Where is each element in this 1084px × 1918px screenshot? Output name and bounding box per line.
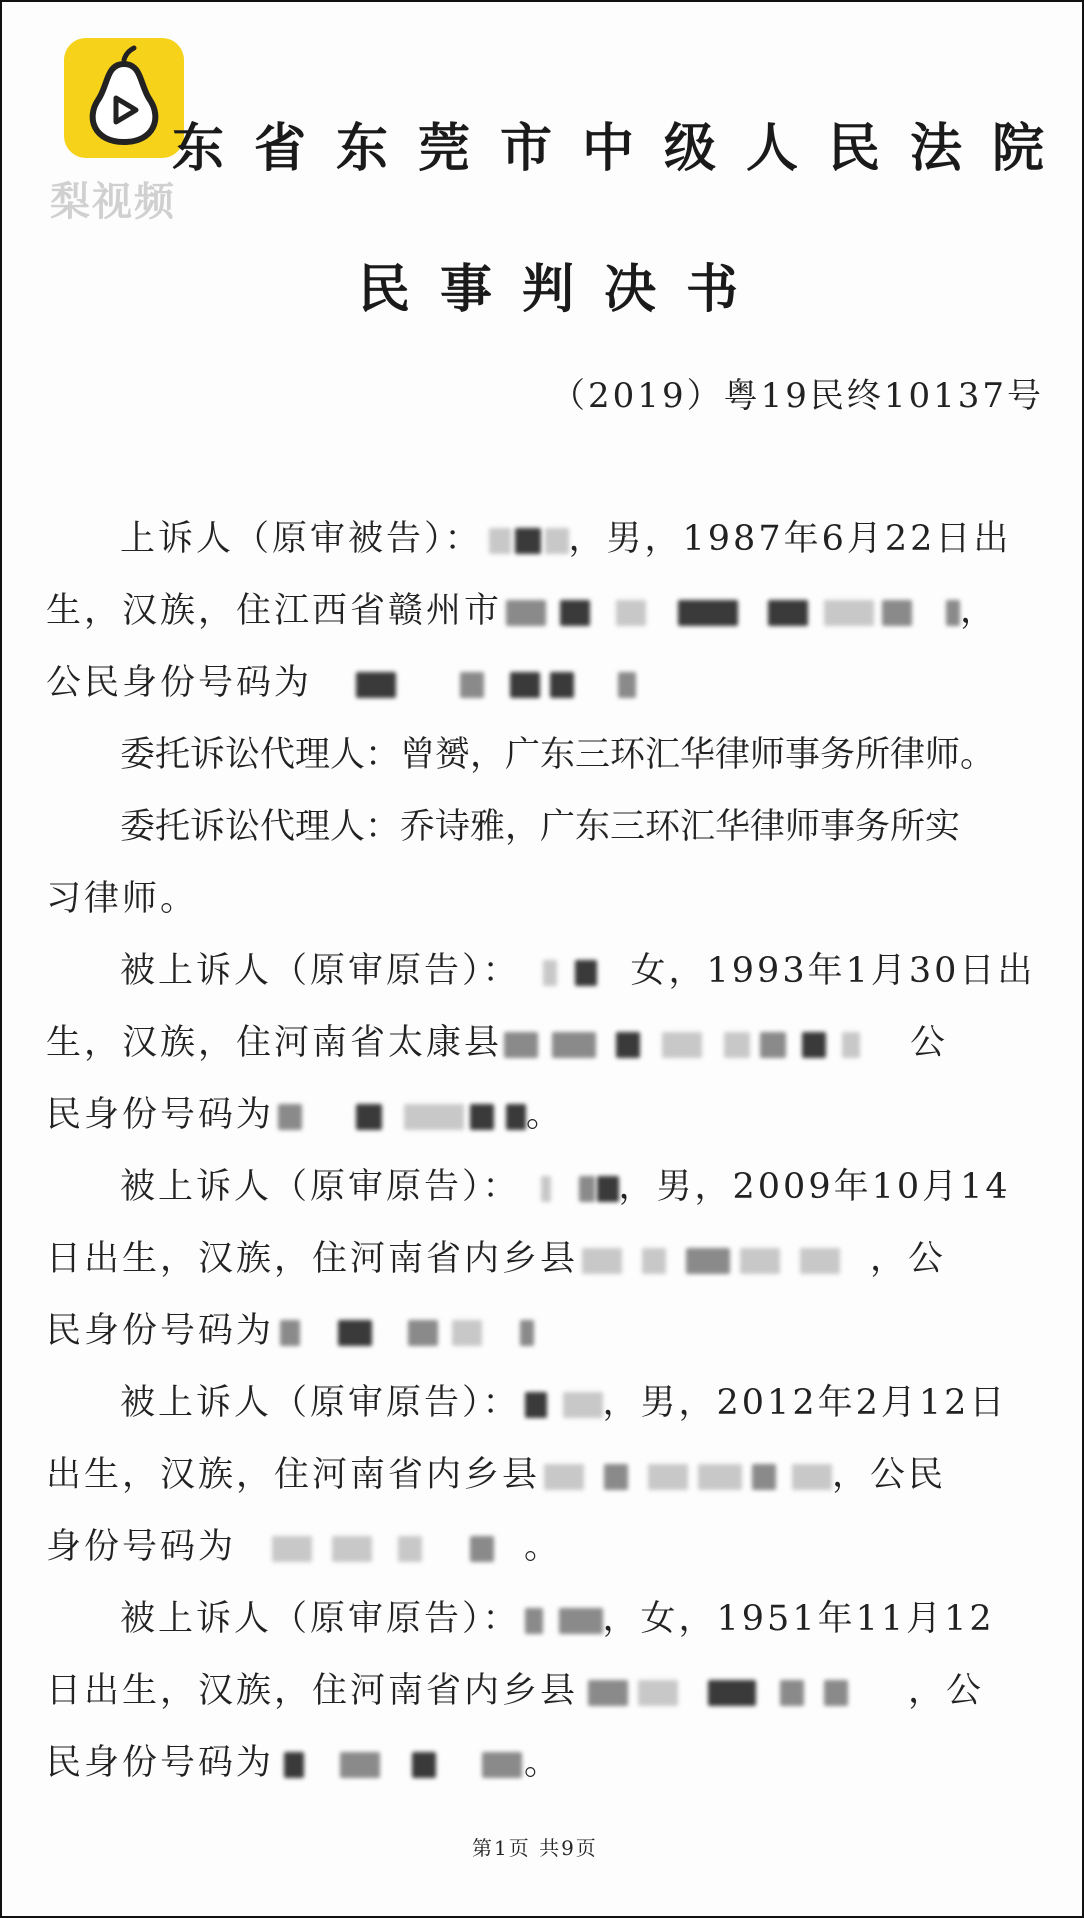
pear-video-logo xyxy=(64,38,184,158)
appellee-2-line-2: 日出生，汉族，住河南省内乡县 ，公 xyxy=(46,1239,947,1279)
court-name: 东省东莞市中级人民法院 xyxy=(172,118,1075,179)
appellee-3-line-3: 身份号码为 。 xyxy=(46,1527,563,1567)
pear-play-icon xyxy=(64,38,184,158)
appellant-line-1: 上诉人（原审被告）： ，男，1987年6月22日出 xyxy=(120,519,1012,559)
watermark-text: 梨视频 xyxy=(50,179,176,225)
agent-2-line-1: 委托诉讼代理人：乔诗雅，广东三环汇华律师事务所实 xyxy=(120,807,961,847)
appellee-3-line-1: 被上诉人（原审原告）： ，男，2012年2月12日 xyxy=(120,1383,1008,1423)
agent-2-line-2: 习律师。 xyxy=(46,879,199,919)
page-number: 第1页 共9页 xyxy=(472,1836,598,1860)
appellant-line-2: 生，汉族，住江西省赣州市 ， xyxy=(46,591,999,631)
appellee-1-line-2: 生，汉族，住河南省太康县 公 xyxy=(46,1023,949,1063)
case-number: （2019）粤19民终10137号 xyxy=(551,376,1044,416)
appellant-line-3: 公民身份号码为 xyxy=(46,662,636,704)
appellee-1-line-1: 被上诉人（原审原告）： 女，1993年1月30日出 xyxy=(120,951,1036,991)
appellee-4-line-3: 民身份号码为 。 xyxy=(46,1743,563,1783)
appellee-2-line-3: 民身份号码为 xyxy=(46,1310,534,1352)
document-title: 民事判决书 xyxy=(358,259,769,320)
appellee-2-line-1: 被上诉人（原审原告）： ，男，2009年10月14 xyxy=(120,1167,1011,1207)
appellee-1-line-3: 民身份号码为 。 xyxy=(46,1095,565,1135)
appellee-4-line-2: 日出生，汉族，住河南省内乡县 ，公 xyxy=(46,1671,985,1711)
appellee-3-line-2: 出生，汉族，住河南省内乡县 ，公民 xyxy=(46,1455,947,1495)
appellee-4-line-1: 被上诉人（原审原告）： ，女，1951年11月12 xyxy=(120,1599,995,1639)
agent-line-1: 委托诉讼代理人：曾赟，广东三环汇华律师事务所律师。 xyxy=(120,735,996,775)
